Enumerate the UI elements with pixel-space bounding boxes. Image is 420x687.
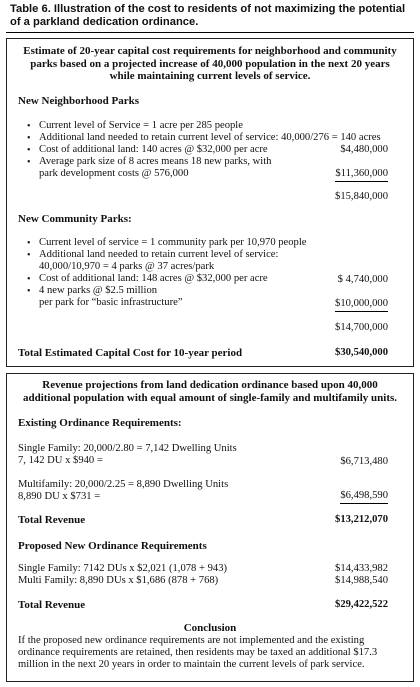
total-revenue-label: Total Revenue xyxy=(18,514,86,526)
mf-line2: 8,890 DU x $731 = xyxy=(18,491,101,502)
list-item: 40,000/10,970 = 4 parks @ 37 acres/park xyxy=(39,261,215,272)
capital-total-label: Total Estimated Capital Cost for 10-year period xyxy=(18,347,243,359)
sf-line1: Single Family: 20,000/2.80 = 7,142 Dwelling Units xyxy=(18,443,237,454)
capital-heading: Estimate of 20-year capital cost requirements for neighborhood and community parks based on a projected increase of 40,000 population in the next 20 years while maintaining current levels of service. xyxy=(23,45,397,82)
conclusion-title: Conclusion xyxy=(183,622,237,634)
bullet-icon: • xyxy=(27,133,31,144)
list-item: Cost of additional land: 140 acres @ $32,000 per acre xyxy=(39,144,268,155)
list-item: Current level of Service = 1 acre per 285 people xyxy=(39,120,243,131)
community-title: New Community Parks: xyxy=(18,213,132,225)
bullet-icon: • xyxy=(27,145,31,156)
neighborhood-dev-amount: $11,360,000 xyxy=(335,168,388,182)
community-subtotal: $14,700,000 xyxy=(335,322,388,333)
total-revenue-value: $13,212,070 xyxy=(335,514,388,525)
pmf-line: Multi Family: 8,890 DUs x $1,686 (878 + 768) xyxy=(18,575,219,586)
bullet-icon: • xyxy=(27,286,31,297)
total-revenue-label-2: Total Revenue xyxy=(18,599,86,611)
pmf-amount: $14,988,540 xyxy=(335,575,388,586)
total-revenue-value-2: $29,422,522 xyxy=(335,599,388,610)
neighborhood-land-amount: $4,480,000 xyxy=(340,144,388,155)
bullet-icon: • xyxy=(27,274,31,285)
existing-title: Existing Ordinance Requirements: xyxy=(18,417,182,429)
mf-amount: $6,498,590 xyxy=(340,490,388,504)
psf-line: Single Family: 7142 DUs x $2,021 (1,078 + 943) xyxy=(18,563,228,574)
neighborhood-subtotal: $15,840,000 xyxy=(335,191,388,202)
list-item: per park for “basic infrastructure” xyxy=(39,297,183,308)
list-item: 4 new parks @ $2.5 million xyxy=(39,285,158,296)
sf-amount: $6,713,480 xyxy=(340,456,388,467)
psf-amount: $14,433,982 xyxy=(335,563,388,574)
bullet-icon: • xyxy=(27,238,31,249)
revenue-heading: Revenue projections from land dedication ordinance based upon 40,000 additional population with equal amount of single-family and multifamily units. xyxy=(22,379,398,404)
community-land-amount: $ 4,740,000 xyxy=(337,274,388,285)
community-dev-amount: $10,000,000 xyxy=(335,298,388,312)
mf-line1: Multifamily: 20,000/2.25 = 8,890 Dwelling Units xyxy=(18,479,229,490)
list-item: Cost of additional land: 148 acres @ $32,000 per acre xyxy=(39,273,268,284)
bullet-icon: • xyxy=(27,250,31,261)
proposed-title: Proposed New Ordinance Requirements xyxy=(18,540,207,552)
list-item: park development costs @ 576,000 xyxy=(39,168,189,179)
table-title: Table 6. Illustration of the cost to residents of not maximizing the potential of a parkland dedication ordinance. xyxy=(10,3,406,28)
list-item: Average park size of 8 acres means 18 new parks, with xyxy=(39,156,272,167)
sf-line2: 7, 142 DU x $940 = xyxy=(18,455,103,466)
neighborhood-title: New Neighborhood Parks xyxy=(18,95,140,107)
title-rule xyxy=(6,32,414,33)
list-item: Additional land needed to retain current level of service: 40,000/276 = 140 acres xyxy=(39,132,381,143)
bullet-icon: • xyxy=(27,157,31,168)
conclusion-text: If the proposed new ordinance requirements are not implemented and the existing ordinance requirements are retained, then residents may be taxed an additional $17.3 million in the next 20 years in order to maintain the current levels of park service. xyxy=(18,635,378,670)
list-item: Current level of service = 1 community park per 10,970 people xyxy=(39,237,307,248)
bullet-icon: • xyxy=(27,121,31,132)
capital-total-value: $30,540,000 xyxy=(335,347,388,358)
list-item: Additional land needed to retain current level of service: xyxy=(39,249,279,260)
